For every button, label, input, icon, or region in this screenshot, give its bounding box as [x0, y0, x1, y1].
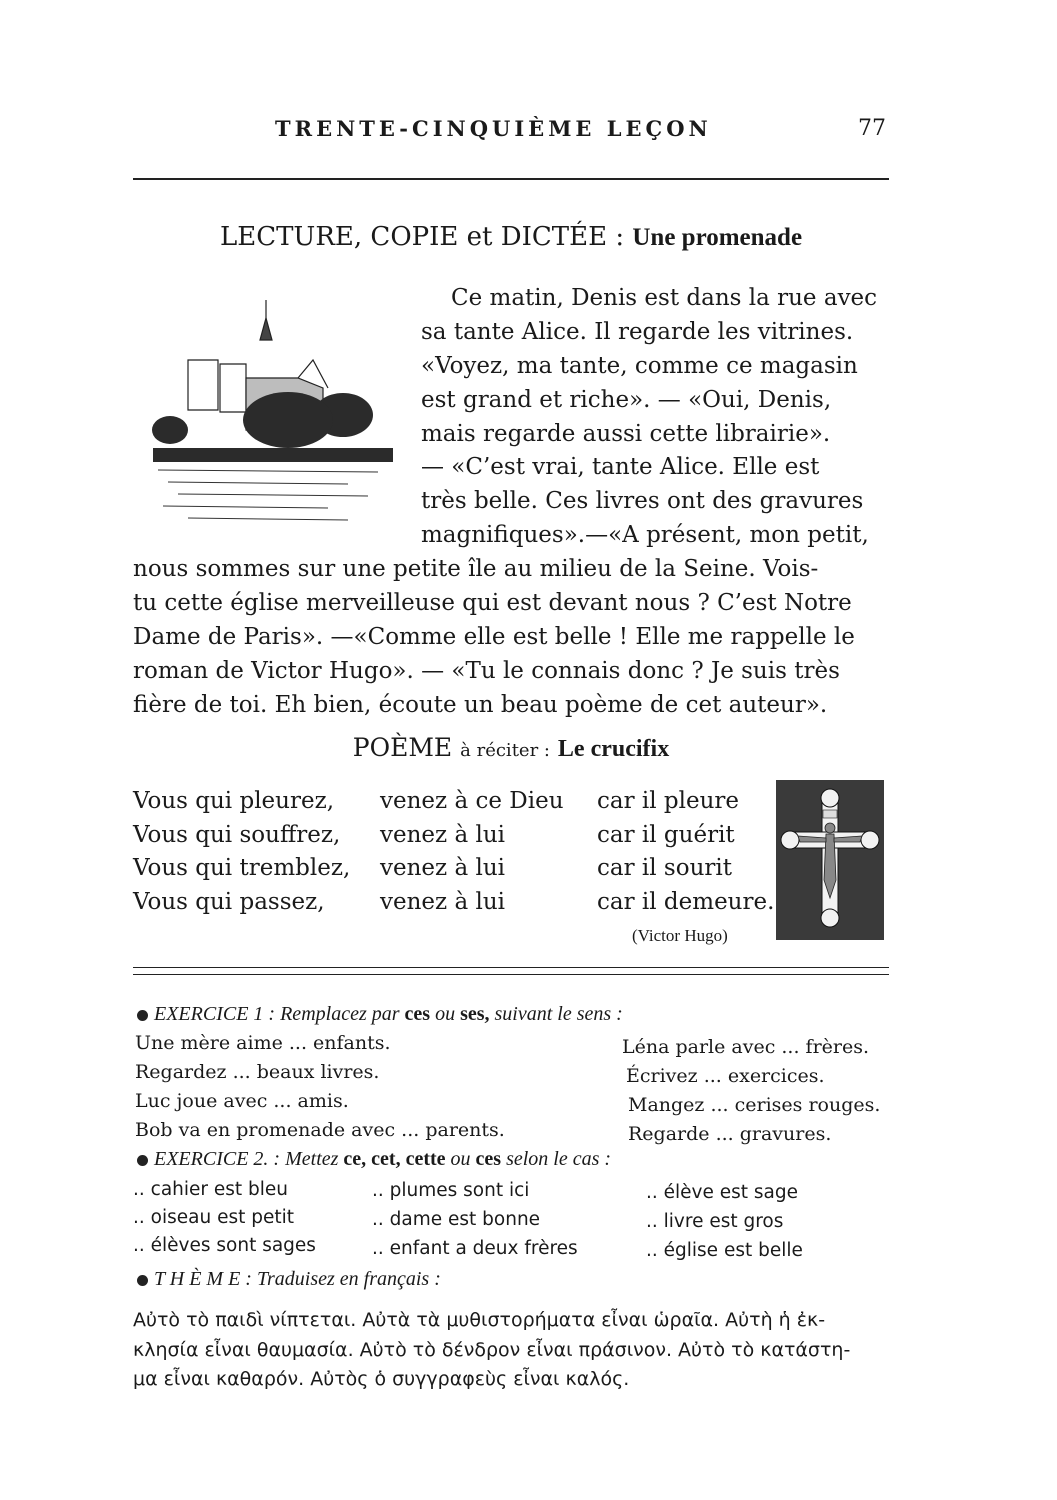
exercise-2-item: .. livre est gros [646, 1211, 784, 1232]
exercise-2-heading [137, 1148, 611, 1171]
page-number: 77 [858, 116, 886, 141]
exercise-1-item: Regardez ... beaux livres. [135, 1061, 380, 1083]
exercise-2-item: .. oiseau est petit [133, 1207, 294, 1228]
exercise-1-item: Léna parle avec ... frères. [622, 1036, 870, 1058]
exercise-2-item: .. élève est sage [646, 1182, 799, 1203]
lecture-title-main: Une promenade [632, 224, 803, 251]
exercise-1-instruction: Remplacez par [280, 1003, 400, 1025]
poem-row [133, 819, 797, 853]
poem-row [133, 886, 797, 920]
poem-cell: venez à lui [380, 821, 506, 848]
section-rule [133, 967, 889, 968]
exercise-1-item: Écrivez ... exercices. [626, 1065, 825, 1087]
exercise-2-item: .. cahier est bleu [133, 1179, 289, 1200]
poem-cell: venez à ce Dieu [380, 788, 564, 814]
exercise-2-item: .. enfant a deux frères [372, 1238, 578, 1259]
exercise-2-label: EXERCICE 2. : [154, 1148, 281, 1170]
exercise-2-instruction-end: selon le cas : [506, 1148, 612, 1170]
words-ce-cet-cette: ce, cet, cette [343, 1148, 446, 1170]
word-ses: ses, [460, 1003, 490, 1025]
lecture-title [133, 222, 889, 252]
poem-row [133, 852, 797, 886]
word-ou: ou [450, 1148, 471, 1170]
poem-cell: car il sourit [597, 855, 732, 881]
word-ces: ces [404, 1003, 431, 1025]
exercise-1-item: Regarde ... gravures. [628, 1123, 832, 1145]
reading-line: — «C’est vrai, tante Alice. Elle est [421, 454, 820, 481]
greek-translation-text [133, 1306, 889, 1395]
exercise-2-instruction: Mettez [285, 1148, 339, 1170]
reading-line: Dame de Paris». —«Comme elle est belle ! Elle me rappelle le [133, 623, 855, 650]
exercise-1-item: Luc joue avec ... amis. [135, 1090, 349, 1112]
lecture-title-prefix: LECTURE, COPIE et DICTÉE : [219, 222, 625, 252]
reading-line: très belle. Ces livres ont des gravures [421, 488, 864, 515]
word-ou: ou [435, 1003, 456, 1025]
word-ces: ces [475, 1148, 502, 1170]
exercise-2-item: .. dame est bonne [372, 1209, 541, 1230]
bullet-icon [137, 1155, 148, 1166]
crucifix-icon [776, 780, 884, 940]
exercise-1-item: Mangez ... cerises rouges. [628, 1094, 881, 1116]
exercise-2-item: .. église est belle [646, 1240, 803, 1261]
exercise-1-item: Une mère aime ... enfants. [135, 1032, 391, 1054]
reading-line: sa tante Alice. Il regarde les vitrines. [421, 318, 854, 345]
poem-cell: Vous qui tremblez, [133, 855, 351, 881]
reading-line: tu cette église merveilleuse qui est devant nous ? C’est Notre [133, 590, 852, 617]
greek-line: μα εἶναι καθαρόν. Αὐτὸς ὁ συγγραφεὺς εἶναι καλός. [133, 1368, 630, 1390]
exercise-1-label: EXERCICE 1 : [154, 1003, 276, 1025]
greek-line: κλησία εἶναι θαυμασία. Αὐτὸ τὸ δένδρον εἶναι πράσινον. Αὐτὸ τὸ κατάστη- [133, 1338, 851, 1361]
poem-row [133, 785, 797, 819]
reading-text [133, 282, 889, 723]
exercise-1-instruction-end: suivant le sens : [494, 1003, 623, 1025]
theme-heading [137, 1268, 441, 1291]
reading-line: est grand et riche». — «Oui, Denis, [421, 386, 832, 413]
poem-title-small: à réciter : [460, 740, 550, 761]
poem-cell: car il demeure. [597, 888, 775, 915]
theme-label: T H È M E : [154, 1268, 252, 1290]
poem-cell: venez à lui [380, 855, 506, 881]
poem-cell: Vous qui souffrez, [133, 821, 341, 848]
bullet-icon [137, 1010, 148, 1021]
crucifix-image [776, 780, 884, 940]
reading-line: «Voyez, ma tante, comme ce magasin [421, 352, 858, 379]
exercise-1-heading [137, 1003, 623, 1026]
theme-instruction: Traduisez en français : [256, 1268, 441, 1290]
poem-cell: venez à lui [380, 888, 506, 915]
reading-line: mais regarde aussi cette librairie». [421, 420, 831, 447]
section-rule [133, 974, 889, 975]
poem-attribution: (Victor Hugo) [632, 926, 728, 945]
poem-cell: car il pleure [597, 788, 740, 814]
bullet-icon [137, 1275, 148, 1286]
reading-line: magnifiques».—«A présent, mon petit, [421, 522, 869, 549]
poem-title [133, 733, 889, 763]
exercise-2-item: .. élèves sont sages [133, 1235, 316, 1256]
poem-title-main: Le crucifix [557, 736, 670, 762]
header-rule [133, 178, 889, 180]
reading-line: fière de toi. Eh bien, écoute un beau poème de cet auteur». [133, 691, 828, 718]
poem-cell: car il guérit [597, 821, 735, 848]
reading-line: nous sommes sur une petite île au milieu de la Seine. Vois- [133, 556, 819, 583]
poem-title-prefix: POÈME [352, 733, 453, 762]
running-title: TRENTE-CINQUIÈME LEÇON [275, 116, 712, 141]
greek-line: Αὐτὸ τὸ παιδὶ νίπτεται. Αὐτὰ τὰ μυθιστορήματα εἶναι ὡραῖα. Αὐτὴ ἡ ἐκ- [133, 1309, 826, 1331]
reading-line: roman de Victor Hugo». — «Tu le connais donc ? Je suis très [133, 657, 840, 684]
poem-body [133, 785, 797, 919]
exercise-2-item: .. plumes sont ici [372, 1180, 530, 1201]
poem-cell: Vous qui pleurez, [133, 788, 335, 814]
poem-cell: Vous qui passez, [133, 888, 325, 915]
exercise-1-item: Bob va en promenade avec ... parents. [135, 1119, 505, 1141]
reading-line: Ce matin, Denis est dans la rue avec [451, 285, 878, 311]
